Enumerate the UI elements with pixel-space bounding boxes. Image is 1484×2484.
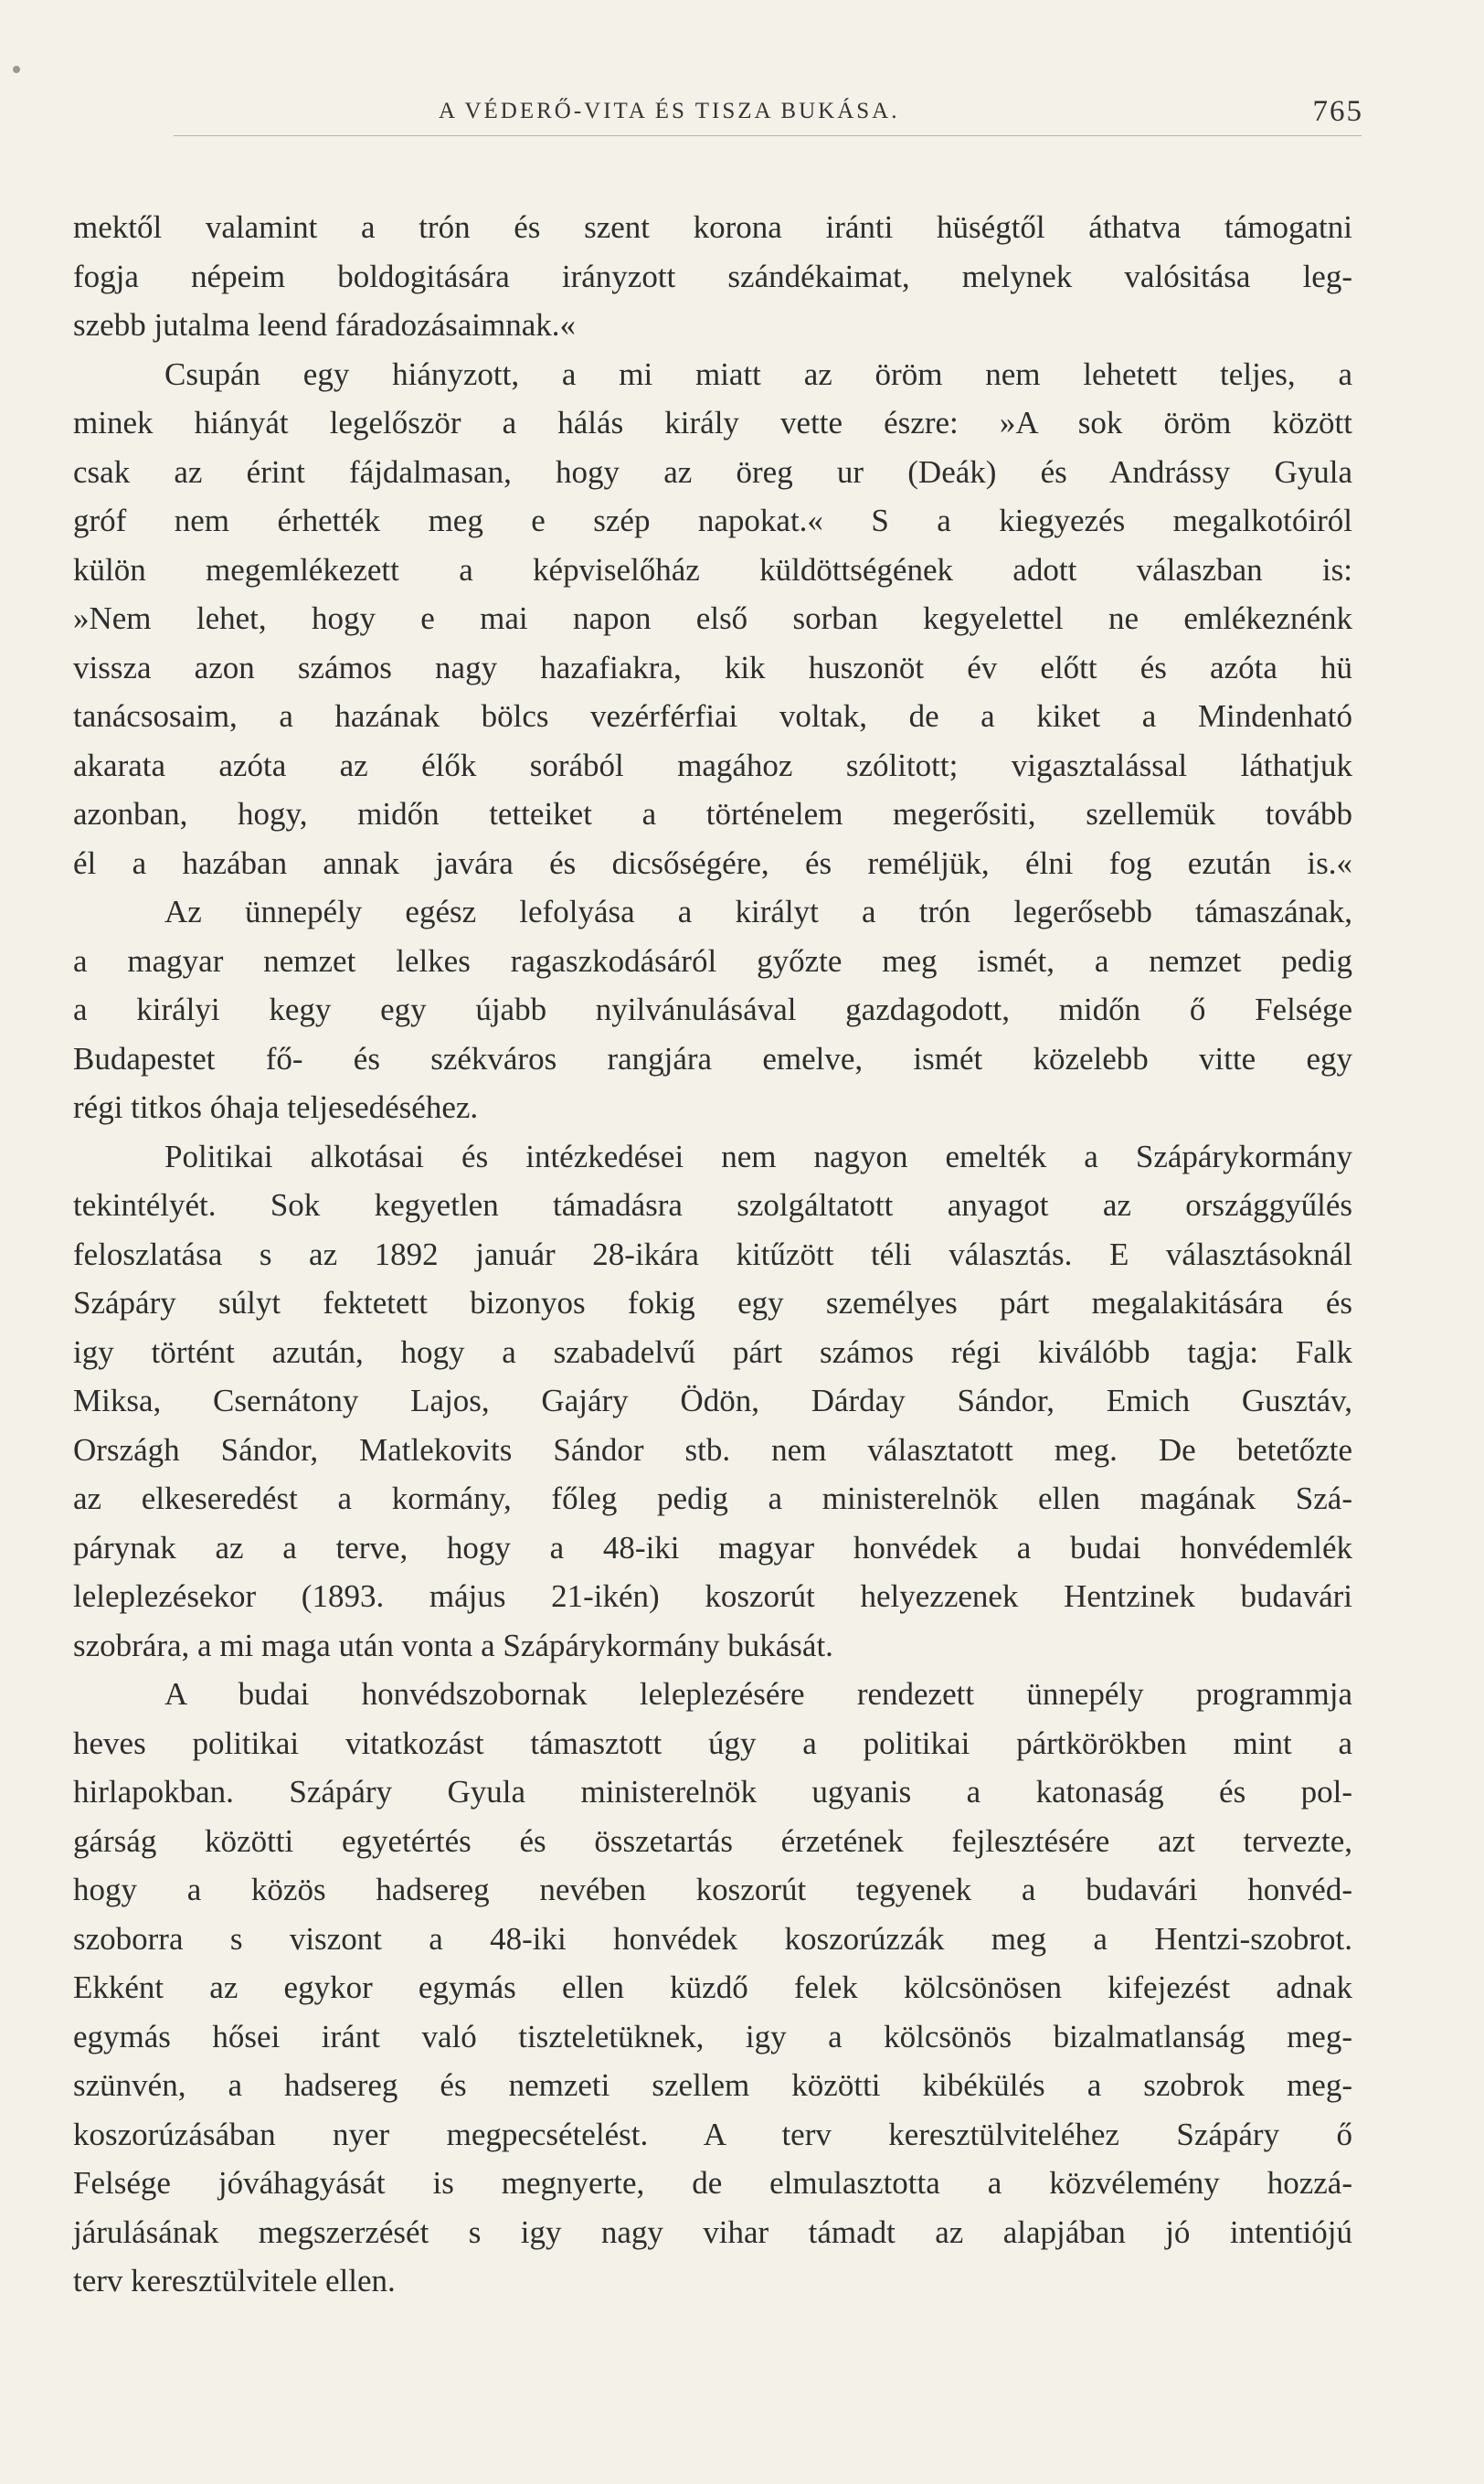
text-line: vissza azon számos nagy hazafiakra, kik huszonöt év előtt és azóta hü	[73, 649, 1352, 685]
page-header	[73, 95, 1363, 135]
text-line: gárság közötti egyetértés és összetartás érzetének fejlesztésére azt tervezte,	[73, 1822, 1352, 1859]
text-line: A budai honvédszobornak leleplezésére rendezett ünnepély programmja	[164, 1676, 1352, 1712]
text-line: Politikai alkotásai és intézkedései nem nagyon emelték a Szápárykormány	[164, 1138, 1352, 1174]
body-text	[73, 203, 1352, 2306]
text-line: mektől valamint a trón és szent korona iránti hüségtől áthatva támogatni	[73, 209, 1352, 245]
text-line: járulásának megszerzését s igy nagy vihar támadt az alapjában jó intentiójú	[73, 2213, 1352, 2250]
text-line: gróf nem érhették meg e szép napokat.« S a kiegyezés megalkotóiról	[73, 503, 1352, 538]
text-line: hogy a közös hadsereg nevében koszorút tegyenek a budavári honvéd-	[73, 1872, 1352, 1907]
text-line: terv keresztülvitele ellen.	[73, 2263, 396, 2298]
text-line: Felsége jóváhagyását is megnyerte, de elmulasztotta a közvélemény hozzá-	[73, 2165, 1352, 2201]
text-line: fogja népeim boldogitására irányzott szándékaimat, melynek valósitása leg-	[73, 258, 1352, 294]
running-title: A VÉDERŐ-VITA ÉS TISZA BUKÁSA.	[439, 99, 900, 123]
text-line: minek hiányát legelőször a hálás király vette észre: »A sok öröm között	[73, 405, 1352, 441]
text-line: a magyar nemzet lelkes ragaszkodásáról győzte meg ismét, a nemzet pedig	[73, 942, 1352, 979]
text-line: heves politikai vitatkozást támasztott úgy a politikai pártkörökben mint a	[73, 1725, 1352, 1761]
ink-speck	[13, 66, 20, 73]
text-line: szebb jutalma leend fáradozásaimnak.«	[73, 307, 577, 343]
text-line: egymás hősei iránt való tiszteletüknek, igy a kölcsönös bizalmatlanság meg-	[73, 2018, 1352, 2054]
text-line: szünvén, a hadsereg és nemzeti szellem közötti kibékülés a szobrok meg-	[73, 2067, 1352, 2103]
text-line: tanácsosaim, a hazának bölcs vezérférfiai voltak, de a kiket a Mindenható	[73, 698, 1352, 734]
text-line: akarata azóta az élők sorából magához szólitott; vigasztalással láthatjuk	[73, 747, 1352, 783]
text-line: külön megemlékezett a képviselőház küldöttségének adott válaszban is:	[73, 551, 1352, 588]
text-line: szoborra s viszont a 48-iki honvédek koszorúzzák meg a Hentzi-szobrot.	[73, 1920, 1352, 1957]
text-line: Szápáry súlyt fektetett bizonyos fokig egy személyes párt megalakitására és	[73, 1285, 1352, 1321]
header-rule	[174, 135, 1362, 136]
text-line: »Nem lehet, hogy e mai napon első sorban kegyelettel ne emlékeznénk	[73, 600, 1352, 636]
text-line: szobrára, a mi maga után vonta a Szápárykormány bukását.	[73, 1627, 833, 1663]
text-line: párynak az a terve, hogy a 48-iki magyar honvédek a budai honvédemlék	[73, 1529, 1352, 1566]
text-line: igy történt azután, hogy a szabadelvű párt számos régi kiválóbb tagja: Falk	[73, 1333, 1352, 1370]
text-line: Ekként az egykor egymás ellen küzdő felek kölcsönösen kifejezést adnak	[73, 1969, 1352, 2005]
text-line: a királyi kegy egy újabb nyilvánulásával gazdagodott, midőn ő Felsége	[73, 992, 1352, 1027]
text-line: koszorúzásában nyer megpecsételést. A terv keresztülviteléhez Szápáry ő	[73, 2116, 1352, 2152]
text-line: csak az érint fájdalmasan, hogy az öreg ur (Deák) és Andrássy Gyula	[73, 453, 1352, 490]
text-line: az elkeseredést a kormány, főleg pedig a ministerelnök ellen magának Szá-	[73, 1481, 1352, 1516]
text-line: azonban, hogy, midőn tetteiket a történelem megerősiti, szellemük tovább	[73, 796, 1352, 832]
text-line: Az ünnepély egész lefolyása a királyt a trón legerősebb támaszának,	[164, 894, 1352, 929]
text-line: tekintélyét. Sok kegyetlen támadásra szolgáltatott anyagot az országgyűlés	[73, 1187, 1352, 1223]
text-line: Csupán egy hiányzott, a mi miatt az öröm nem lehetett teljes, a	[164, 356, 1352, 392]
text-line: hirlapokban. Szápáry Gyula ministerelnök ugyanis a katonaság és pol-	[73, 1774, 1352, 1810]
text-line: él a hazában annak javára és dicsőségére, és reméljük, élni fog ezután is.«	[73, 844, 1352, 881]
text-line: leleplezésekor (1893. május 21-ikén) koszorút helyezzenek Hentzinek budavári	[73, 1578, 1352, 1614]
text-line: Miksa, Csernátony Lajos, Gajáry Ödön, Dárday Sándor, Emich Gusztáv,	[73, 1383, 1352, 1418]
text-line: Országh Sándor, Matlekovits Sándor stb. nem választatott meg. De betetőzte	[73, 1431, 1352, 1468]
text-line: feloszlatása s az 1892 január 28-ikára kitűzött téli választás. E választásoknál	[73, 1236, 1352, 1272]
text-line: Budapestet fő- és székváros rangjára emelve, ismét közelebb vitte egy	[73, 1040, 1352, 1077]
text-line: régi titkos óhaja teljesedéséhez.	[73, 1089, 479, 1125]
page-number: 765	[1312, 95, 1363, 128]
